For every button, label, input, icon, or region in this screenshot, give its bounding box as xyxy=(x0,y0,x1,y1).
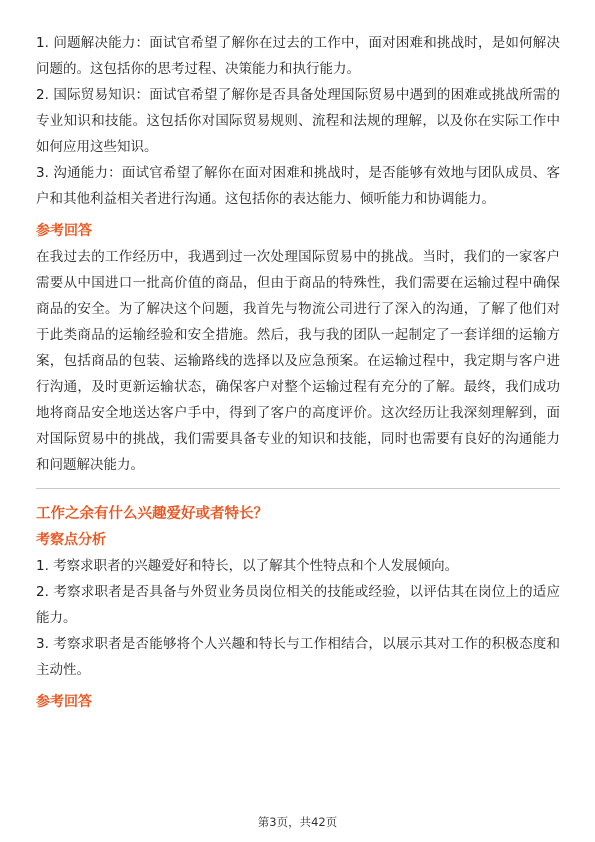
answer-heading: 参考回答 xyxy=(36,223,92,239)
page-number: 第3页，共42页 xyxy=(257,815,338,829)
answer-heading: 参考回答 xyxy=(36,694,92,710)
section-divider xyxy=(36,488,560,489)
question-heading: 工作之余有什么兴趣爱好或者特长？ xyxy=(36,506,268,522)
list-item: 2. 国际贸易知识：面试官希望了解你是否具备处理国际贸易中遇到的困难或挑战所需的专业知识和技能。这包括你对国际贸易规则、流程和法规的理解，以及你在实际工作中如何应用这些知识。 xyxy=(36,87,560,155)
analysis-heading: 考察点分析 xyxy=(36,532,106,548)
list-item: 3. 考察求职者是否能够将个人兴趣和特长与工作相结合，以展示其对工作的积极态度和主动性。 xyxy=(36,636,560,678)
answer-paragraph: 在我过去的工作经历中，我遇到过一次处理国际贸易中的挑战。当时，我们的一家客户需要从中国进口一批高价值的商品，但由于商品的特殊性，我们需要在运输过程中确保商品的安全。为了解决这个问题，我首先与物流公司进行了深入的沟通，了解了他们对于此类商品的运输经验和安全措施。然后，我与我的团队一起制定了一套详细的运输方案，包括商品的包装、运输路线的选择以及应急预案。在运输过程中，我定期与客户进行沟通，及时更新运输状态，确保客户对整个运输过程有充分的了解。最终，我们成功地将商品安全地送达客户手中，得到了客户的高度评价。这次经历让我深刻理解到，面对国际贸易中的挑战，我们需要具备专业的知识和技能，同时也需要有良好的沟通能力和问题解决能力。 xyxy=(36,249,560,473)
list-item: 2. 考察求职者是否具备与外贸业务员岗位相关的技能或经验，以评估其在岗位上的适应能力。 xyxy=(36,584,560,626)
list-item: 1. 考察求职者的兴趣爱好和特长，以了解其个性特点和个人发展倾向。 xyxy=(36,558,459,574)
list-item: 1. 问题解决能力：面试官希望了解你在过去的工作中，面对困难和挑战时，是如何解决问题的。这包括你的思考过程、决策能力和执行能力。 xyxy=(36,35,560,77)
page-content xyxy=(36,30,560,715)
list-item: 3. 沟通能力：面试官希望了解你在面对困难和挑战时，是否能够有效地与团队成员、客户和其他利益相关者进行沟通。这包括你的表达能力、倾听能力和协调能力。 xyxy=(36,165,560,207)
